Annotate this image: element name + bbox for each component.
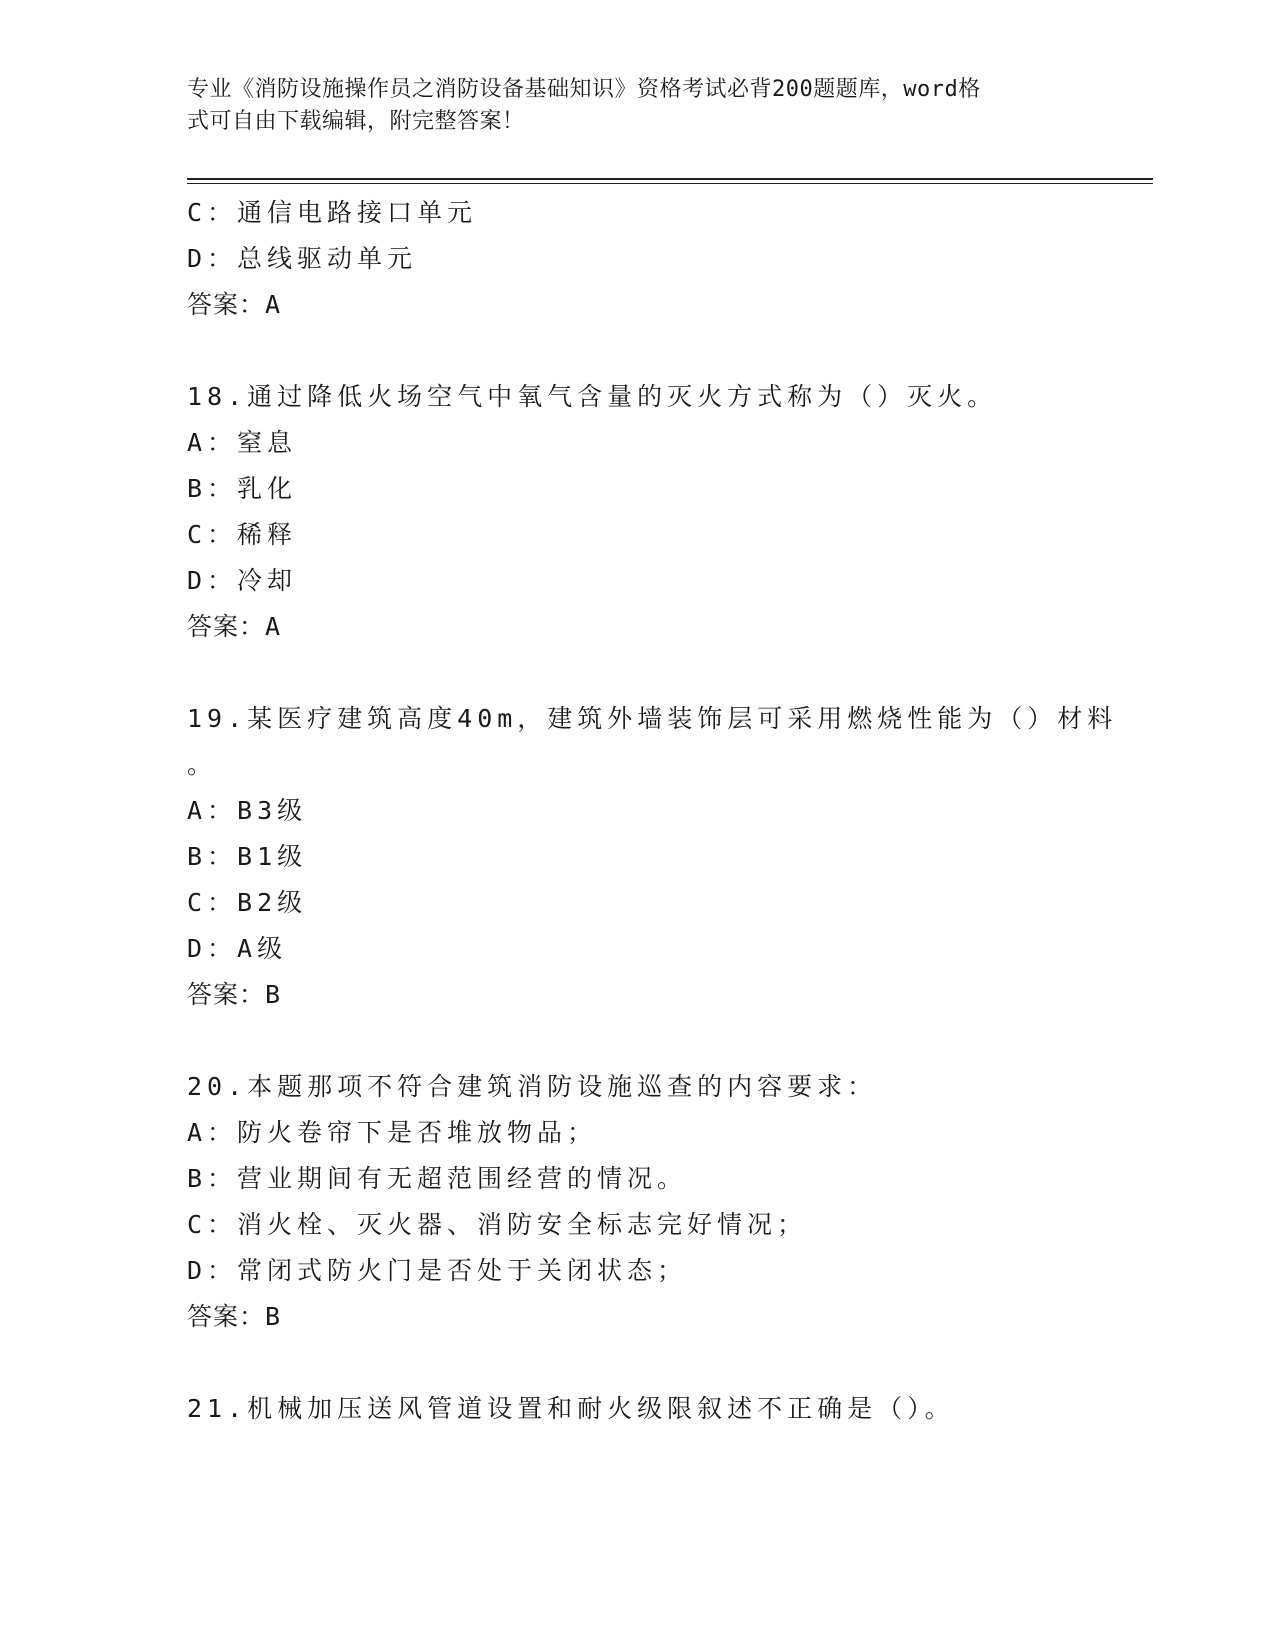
option-d: D：常闭式防火门是否处于关闭状态；	[187, 1256, 688, 1285]
option-b: B：乳化	[187, 474, 298, 503]
answer-line: 答案：A	[187, 290, 282, 319]
question-21	[187, 1386, 1087, 1432]
question-19	[187, 696, 1118, 1018]
option-c: C：通信电路接口单元	[187, 198, 478, 227]
question-text-continued: 。	[187, 750, 218, 779]
question-20	[187, 1064, 1087, 1340]
option-d: D：A级	[187, 934, 288, 963]
spacer	[187, 328, 1087, 374]
spacer	[187, 650, 1087, 696]
answer-line: 答案：B	[187, 1302, 282, 1331]
question-text: 18.通过降低火场空气中氧气含量的灭火方式称为（）灭火。	[187, 382, 998, 411]
option-d: D：总线驱动单元	[187, 244, 418, 273]
option-c: C：稀释	[187, 520, 298, 549]
question-18	[187, 374, 1087, 650]
question-list	[187, 190, 1118, 1432]
question-text: 19.某医疗建筑高度40m，建筑外墙装饰层可采用燃烧性能为（）材料	[187, 704, 1118, 733]
answer-line: 答案：A	[187, 612, 282, 641]
option-a: A：防火卷帘下是否堆放物品；	[187, 1118, 598, 1147]
question-17-tail	[187, 190, 1087, 328]
option-a: A：窒息	[187, 428, 298, 457]
header-line-2: 式可自由下载编辑，附完整答案！	[187, 109, 525, 134]
option-a: A：B3级	[187, 796, 308, 825]
option-c: C：消火栓、灭火器、消防安全标志完好情况；	[187, 1210, 808, 1239]
header-divider-thin	[187, 183, 1153, 184]
question-text: 21.机械加压送风管道设置和耐火级限叙述不正确是（）。	[187, 1394, 955, 1423]
document-header	[187, 74, 1067, 138]
option-b: B：营业期间有无超范围经营的情况。	[187, 1164, 688, 1193]
spacer	[187, 1018, 1087, 1064]
answer-line: 答案：B	[187, 980, 282, 1009]
option-b: B：B1级	[187, 842, 308, 871]
spacer	[187, 1340, 1087, 1386]
header-line-1: 专业《消防设施操作员之消防设备基础知识》资格考试必背200题题库，word格	[187, 77, 981, 102]
question-text: 20.本题那项不符合建筑消防设施巡查的内容要求：	[187, 1072, 878, 1101]
option-c: C：B2级	[187, 888, 308, 917]
option-d: D：冷却	[187, 566, 298, 595]
header-divider-thick	[187, 178, 1153, 180]
